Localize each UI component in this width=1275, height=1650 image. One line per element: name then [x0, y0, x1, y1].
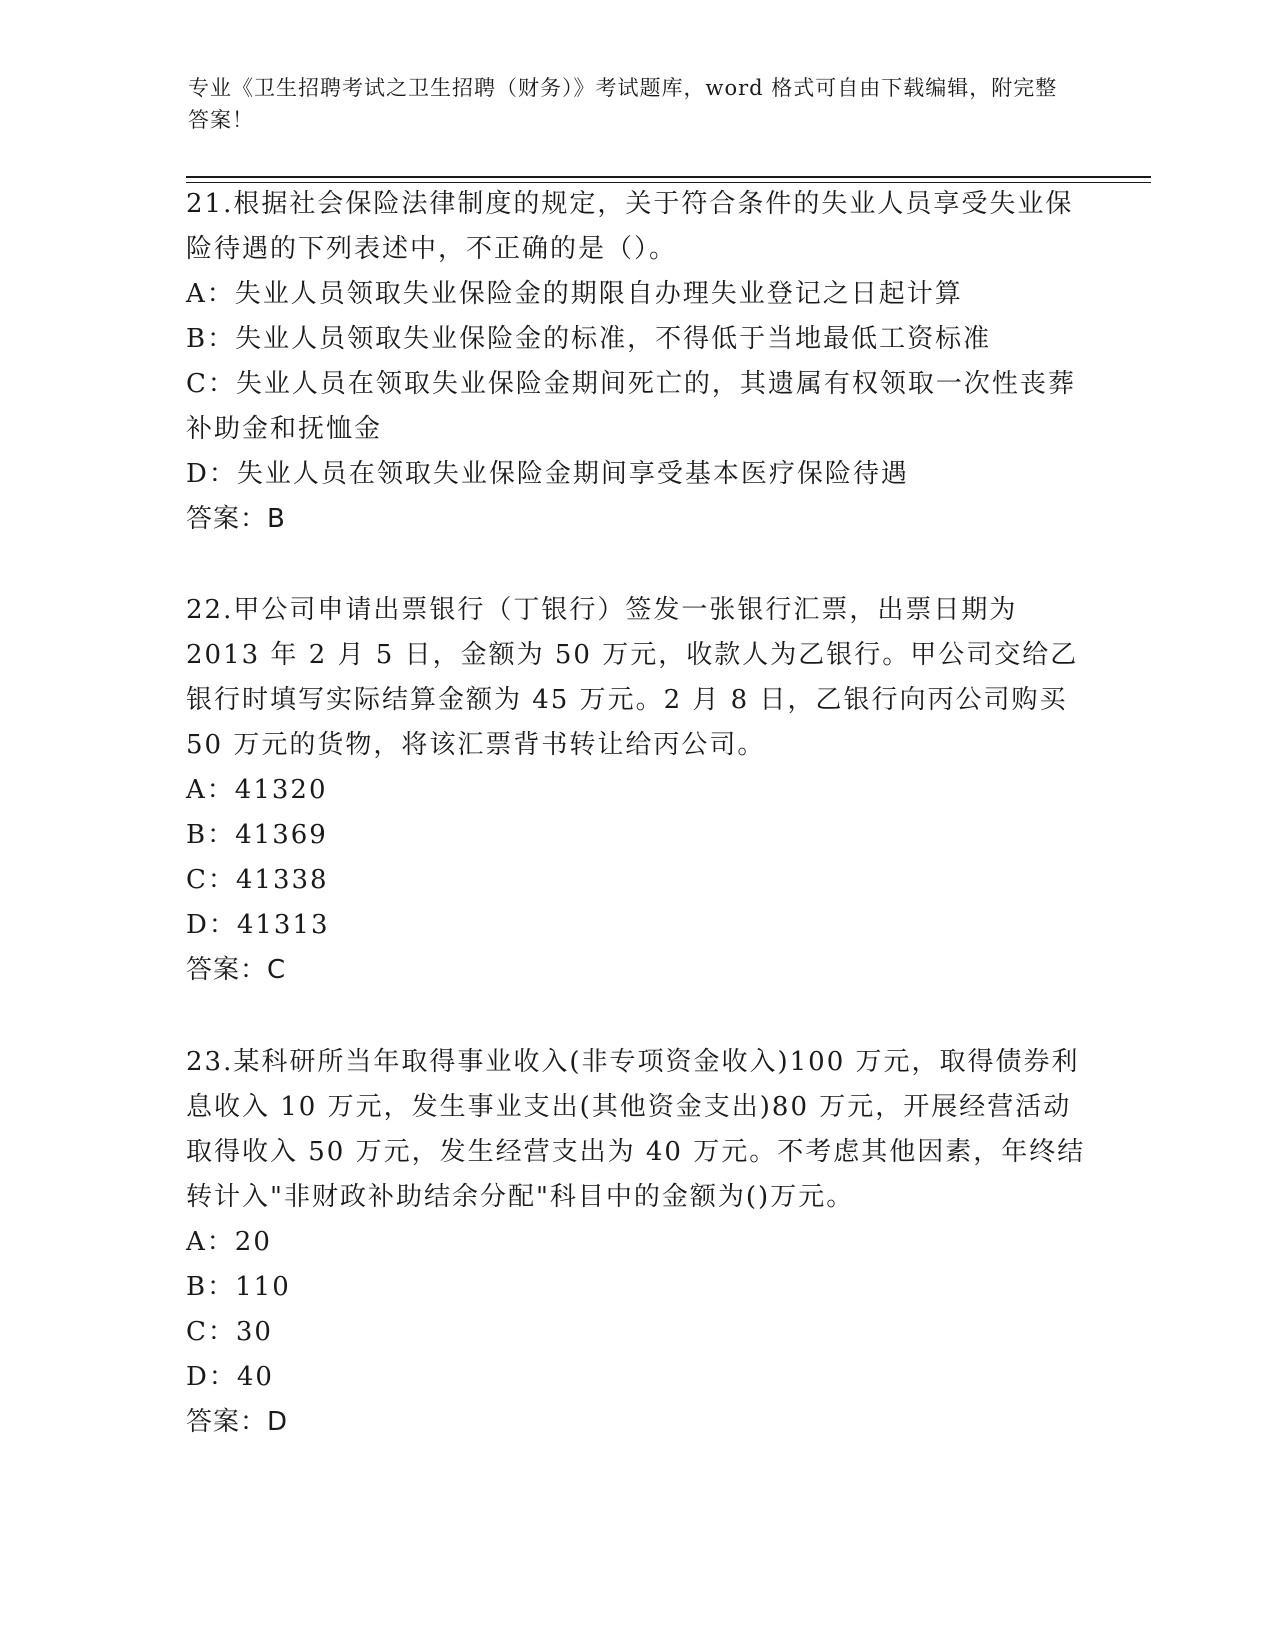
header-divider-thick — [186, 176, 1151, 178]
answer: 答案：C — [186, 955, 287, 985]
option-d: D：40 — [186, 1362, 274, 1392]
option-c: C：30 — [186, 1317, 273, 1347]
question-22 — [186, 588, 1086, 993]
option-a: A：20 — [186, 1227, 272, 1257]
question-stem: 23.某科研所当年取得事业收入(非专项资金收入)100 万元，取得债券利息收入 10 万元，发生事业支出(其他资金支出)80 万元，开展经营活动取得收入 50 万元，发生经营支出为 40 万元。不考虑其他因素，年终结转计入"非财政补助结余分配"科目中的金额为()万元。 — [186, 1047, 1086, 1212]
answer: 答案：B — [186, 504, 286, 534]
option-d: D：失业人员在领取失业保险金期间享受基本医疗保险待遇 — [186, 459, 909, 489]
option-a: A：41320 — [186, 775, 328, 805]
option-a: A：失业人员领取失业保险金的期限自办理失业登记之日起计算 — [186, 279, 963, 309]
option-d: D：41313 — [186, 910, 330, 940]
option-b: B：41369 — [186, 820, 328, 850]
option-c: C：41338 — [186, 865, 329, 895]
document-header: 专业《卫生招聘考试之卫生招聘（财务）》考试题库，word 格式可自由下载编辑，附完整答案！ — [188, 76, 1058, 132]
option-b: B：失业人员领取失业保险金的标准，不得低于当地最低工资标准 — [186, 324, 992, 354]
question-23 — [186, 1040, 1086, 1445]
option-c: C：失业人员在领取失业保险金期间死亡的，其遗属有权领取一次性丧葬补助金和抚恤金 — [186, 369, 1076, 444]
question-stem: 21.根据社会保险法律制度的规定，关于符合条件的失业人员享受失业保险待遇的下列表述中，不正确的是（）。 — [186, 189, 1074, 264]
question-stem: 22.甲公司申请出票银行（丁银行）签发一张银行汇票，出票日期为 2013 年 2 月 5 日，金额为 50 万元，收款人为乙银行。甲公司交给乙银行时填写实际结算金额为 45 万元。2 月 8 日，乙银行向丙公司购买 50 万元的货物，将该汇票背书转让给丙公司。 — [186, 595, 1079, 760]
option-b: B：110 — [186, 1272, 291, 1302]
question-21 — [186, 182, 1086, 542]
answer: 答案：D — [186, 1407, 289, 1437]
